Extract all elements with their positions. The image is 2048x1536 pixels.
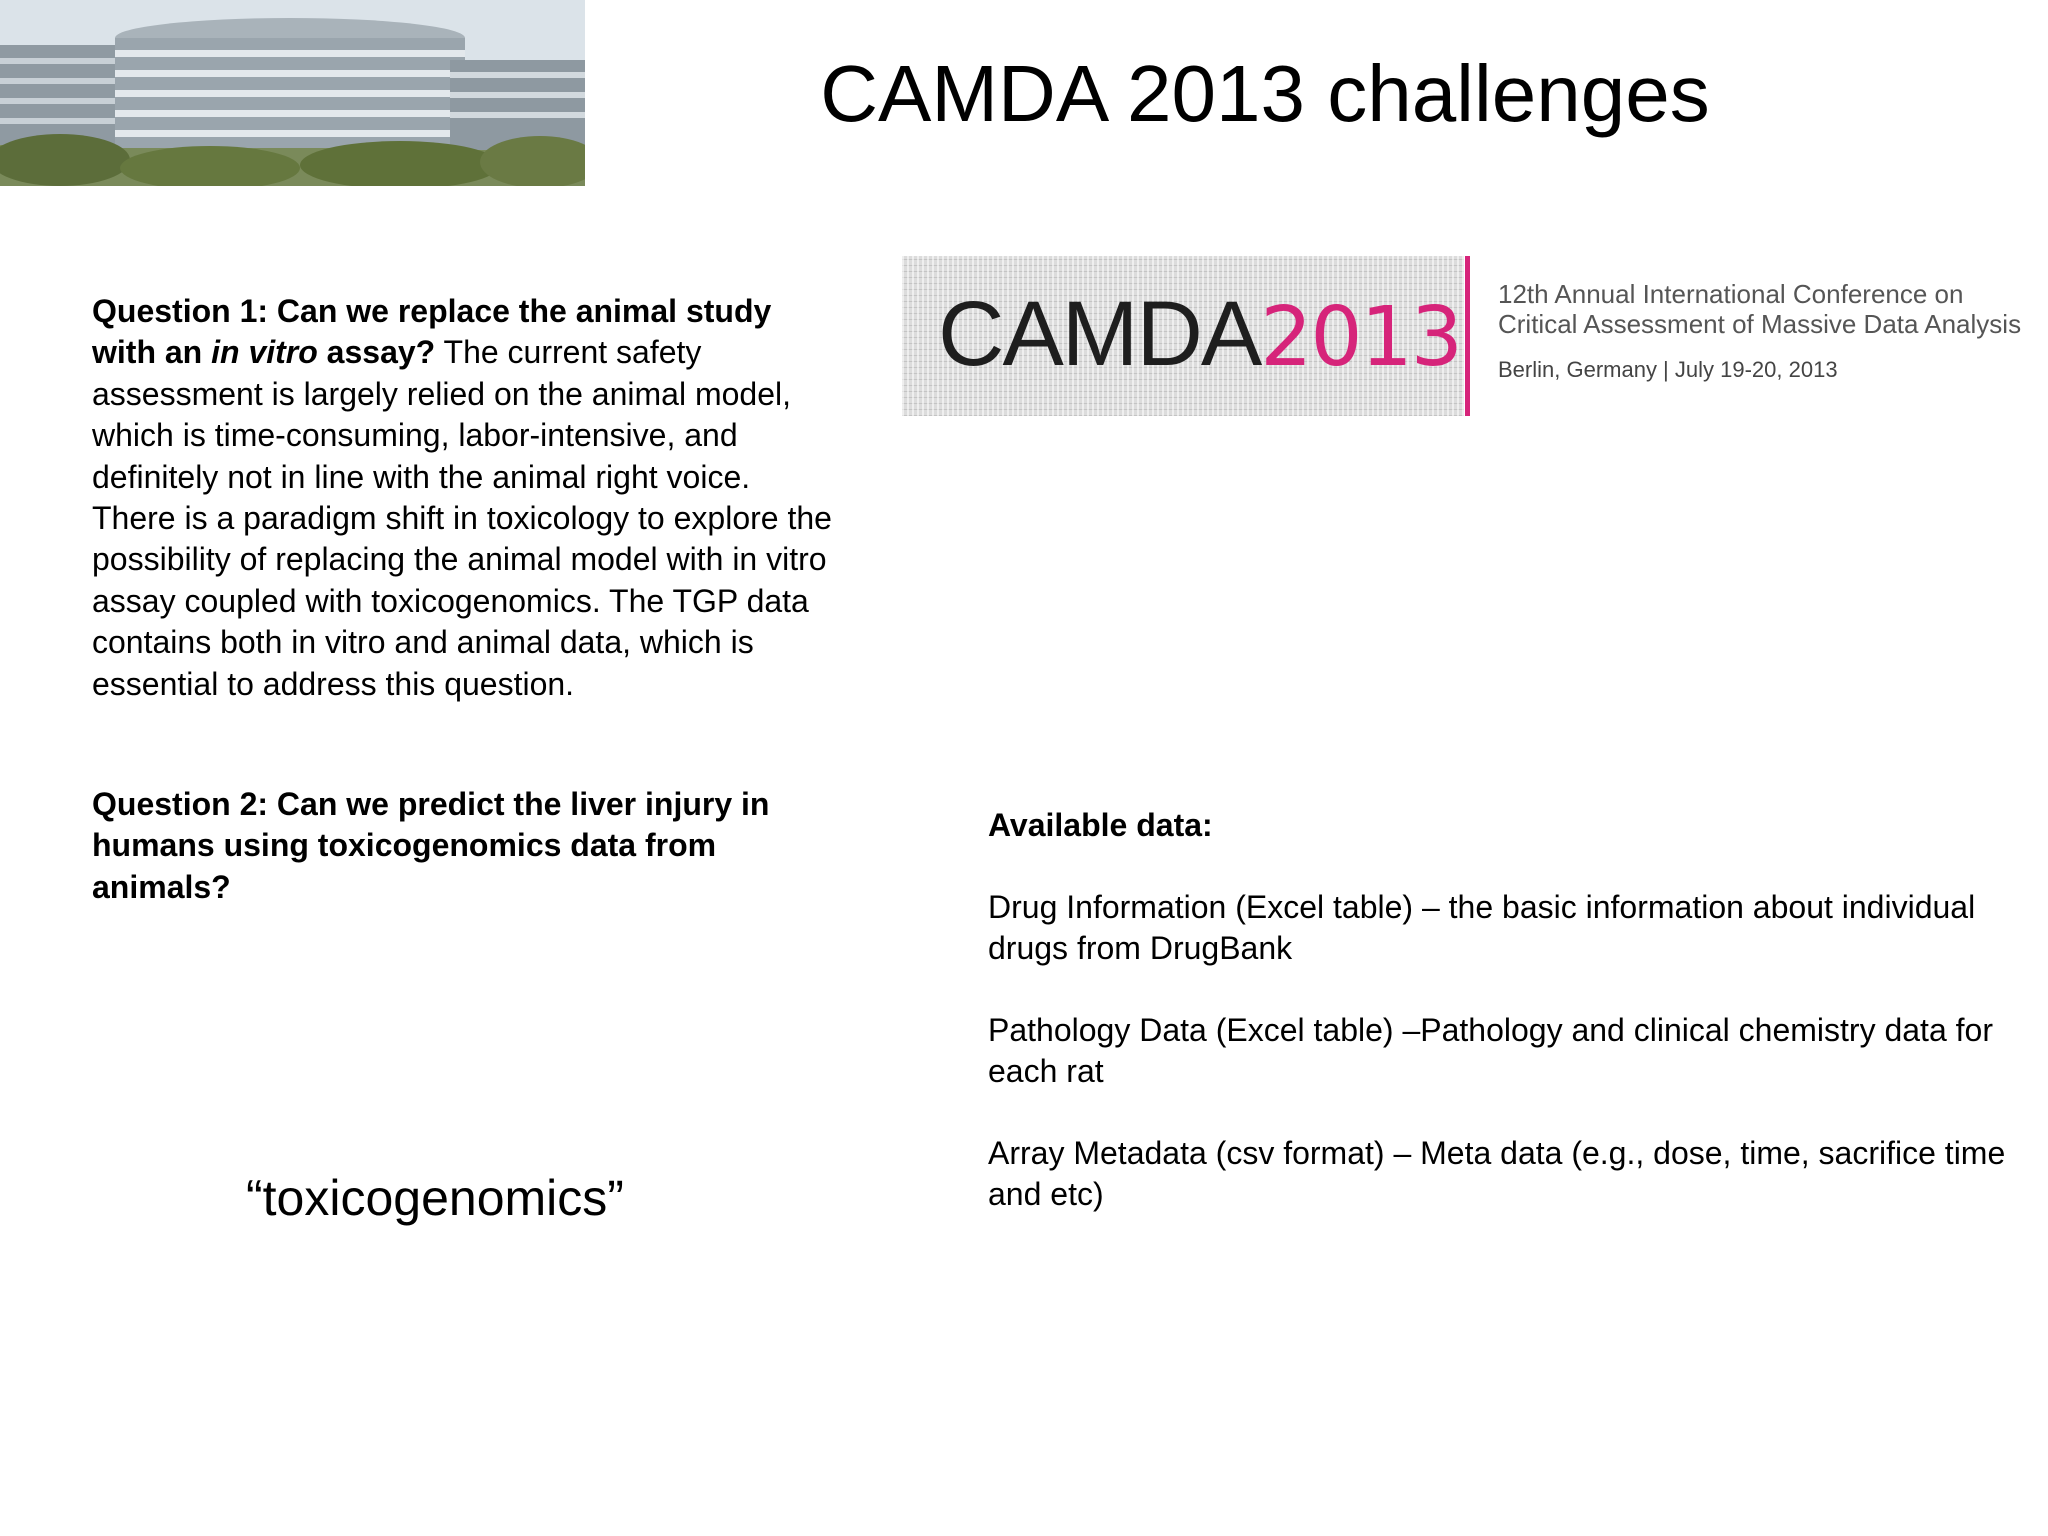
conference-location-date: Berlin, Germany | July 19-20, 2013 <box>1498 357 1838 382</box>
camda-logo-text: CAMDA <box>938 283 1261 385</box>
question-1-lead-a: Question 1: Can we replace the animal study with an <box>92 293 772 371</box>
conference-line-1: 12th Annual International Conference on <box>1498 279 1964 309</box>
banner-logo-box <box>902 256 1464 416</box>
question-1 <box>92 291 832 705</box>
available-data-heading: Available data: <box>988 807 1213 843</box>
banner-divider <box>1465 256 1470 416</box>
slide-title: CAMDA 2013 challenges <box>820 49 1710 138</box>
available-data-item: Pathology Data (Excel table) –Pathology and clinical chemistry data for each rat <box>988 1012 1993 1090</box>
available-data-item: Drug Information (Excel table) – the basic information about individual drugs from DrugBank <box>988 889 1976 967</box>
building-illustration <box>0 0 585 186</box>
question-1-lead-italic: in vitro <box>211 334 318 371</box>
camda-banner <box>902 256 2032 416</box>
question-2 <box>92 784 832 908</box>
available-data-item: Array Metadata (csv format) – Meta data (e.g., dose, time, sacrifice time and etc) <box>988 1135 2006 1213</box>
question-1-lead-b: assay? <box>317 334 436 371</box>
question-1-body: The current safety assessment is largely relied on the animal model, which is time-consuming, labor-intensive, and definitely not in line with the animal right voice. There is a paradigm shift in toxicology to explore the possibility of replacing the animal model with in vitro assay coupled with toxicogenomics. The TGP data contains both in vitro and animal data, which is essential to address this question. <box>92 334 832 702</box>
conference-line-2: Critical Assessment of Massive Data Analysis <box>1498 309 2022 339</box>
question-2-text: Question 2: Can we predict the liver injury in humans using toxicogenomics data from animals? <box>92 786 770 905</box>
building-photo <box>0 0 585 186</box>
camda-logo-year: 2013 <box>1260 290 1461 385</box>
toxicogenomics-quote: “toxicogenomics” <box>246 1170 624 1226</box>
camda-logo <box>938 282 1461 390</box>
